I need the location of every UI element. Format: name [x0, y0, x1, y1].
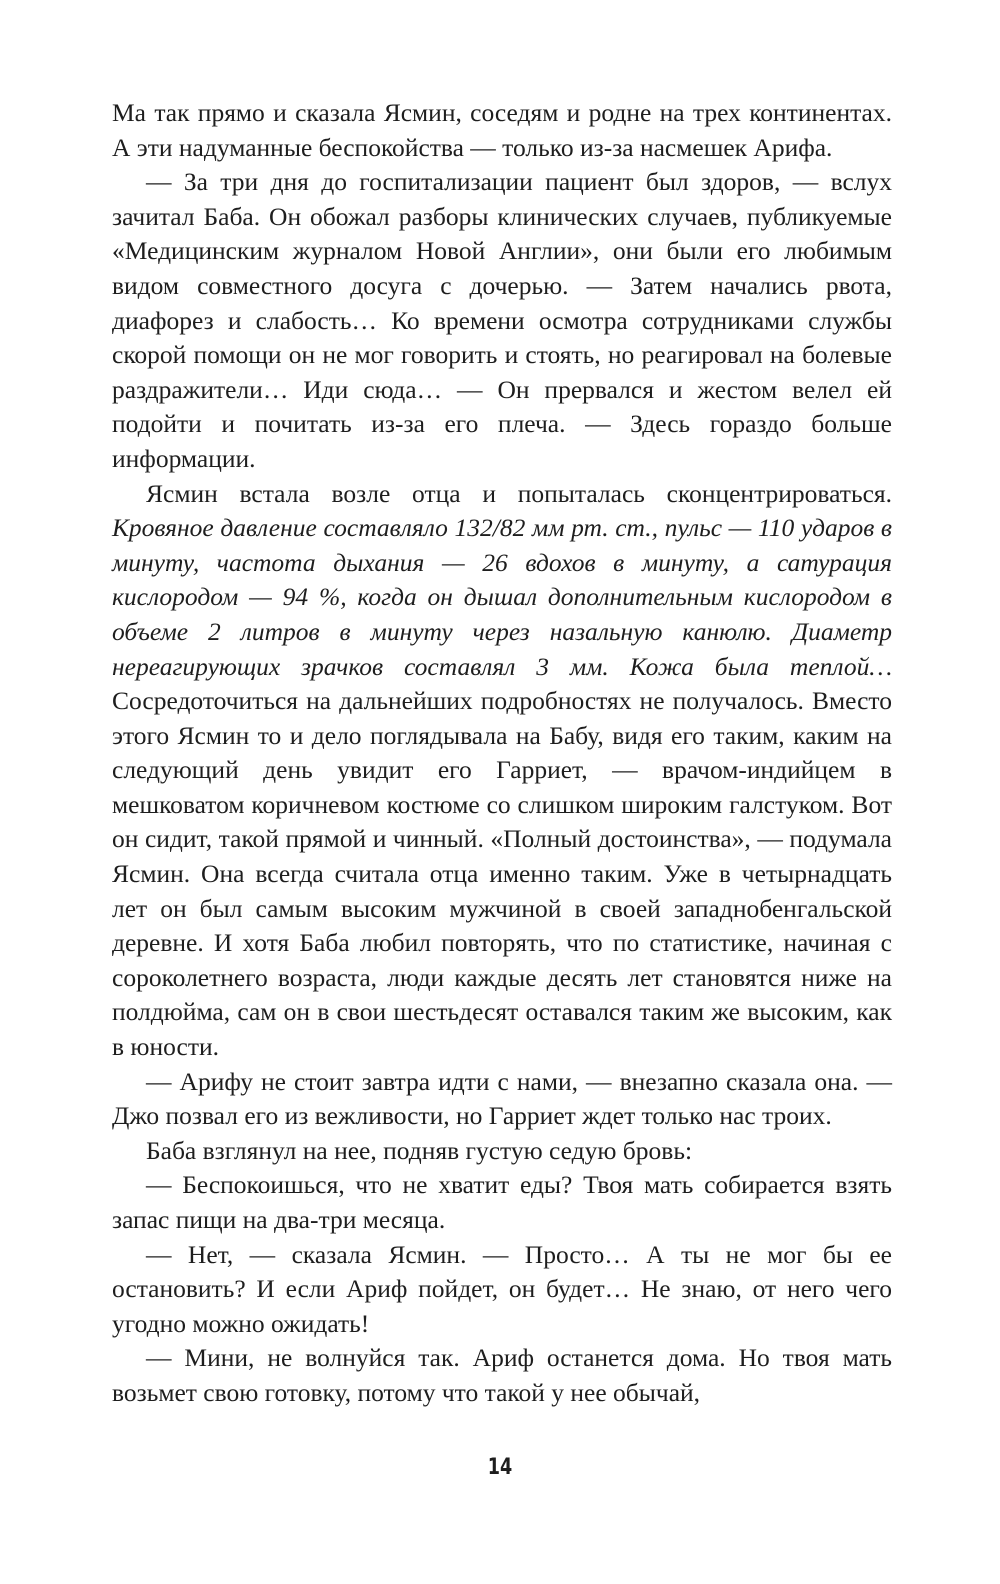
page-body	[112, 96, 892, 1411]
paragraph-8: — Мини, не волнуйся так. Ариф останется дома. Но твоя мать возьмет свою готовку, потому что такой у нее обычай,	[112, 1343, 892, 1407]
paragraph-3-start: Ясмин встала возле отца и попыталась сконцентрироваться.	[146, 478, 892, 508]
paragraph-6: — Беспокоишься, что не хватит еды? Твоя мать собирается взять запас пищи на два-три месяца.	[112, 1170, 892, 1234]
paragraph-3	[112, 477, 892, 1065]
paragraph-2: — За три дня до госпитализации пациент был здоров, — вслух зачитал Баба. Он обожал разборы клинических случаев, публикуемые «Медицинским журналом Новой Англии», они были его любимым видом совместного досуга с дочерью. — Затем начались рвота, диафорез и слабость… Ко времени осмотра сотрудниками службы скорой помощи он не мог говорить и стоять, но реагировал на болевые раздражители… Иди сюда… — Он прервался и жестом велел ей подойти и почитать из-за его плеча. — Здесь гораздо больше информации.	[112, 167, 892, 473]
page-number: 14	[487, 1455, 513, 1480]
paragraph-4: — Арифу не стоит завтра идти с нами, — внезапно сказала она. — Джо позвал его из вежливости, но Гарриет ждет только нас троих.	[112, 1066, 892, 1131]
paragraph-3-end: Сосредоточиться на дальнейших подробностях не получалось. Вместо этого Ясмин то и дело поглядывала на Бабу, видя его таким, каким на следующий день увидит его Гарриет, — врачом-индийцем в мешковатом коричневом костюме со слишком широким галстуком. Вот он сидит, такой прямой и чинный. «Полный достоинства», — подумала Ясмин. Она всегда считала отца именно таким. Уже в четырнадцать лет он был самым высоким мужчиной в своей западнобенгальской деревне. И хотя Баба любил повторять, что по статистике, начиная с сороколетнего возраста, люди каждые десять лет становятся ниже на полдюйма, сам он в свои шестьдесят оставался таким же высоким, как в юности.	[112, 686, 892, 1062]
paragraph-7: — Нет, — сказала Ясмин. — Просто… А ты не мог бы ее остановить? И если Ариф пойдет, он будет… Не знаю, от него чего угодно можно ожидать!	[112, 1239, 892, 1338]
paragraph-3-italic: Кровяное давление составляло 132/82 мм рт. ст., пульс — 110 ударов в минуту, частота дыхания — 26 вдохов в минуту, а сатурация кислородом — 94 %, когда он дышал дополнительным кислородом в объеме 2 литров в минуту через назальную канюлю. Диаметр нереагирующих зрачков составлял 3 мм. Кожа была теплой…	[112, 513, 892, 681]
paragraph-1: Ма так прямо и сказала Ясмин, соседям и родне на трех континентах. А эти надуманные беспокойства — только из-за насмешек Арифа.	[112, 98, 892, 162]
paragraph-5: Баба взглянул на нее, подняв густую седую бровь:	[146, 1135, 693, 1165]
